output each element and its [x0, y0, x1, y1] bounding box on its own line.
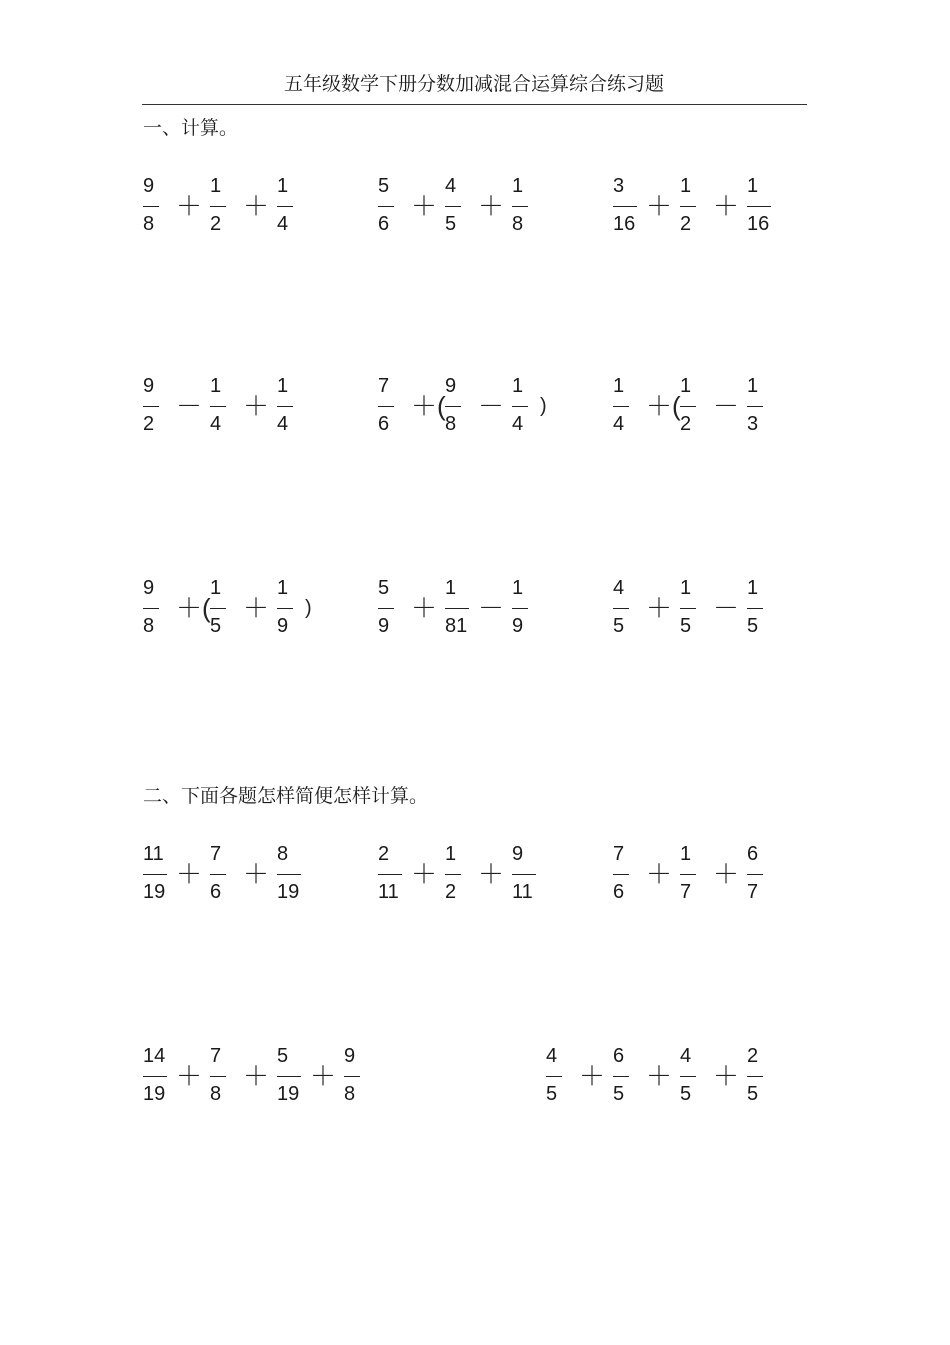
- numerator: 1: [613, 375, 625, 397]
- fraction-bar: [613, 874, 629, 875]
- numerator: 7: [210, 1045, 222, 1067]
- numerator: 1: [680, 843, 692, 865]
- plus-sign: ＋: [411, 191, 438, 221]
- fraction: [747, 838, 787, 918]
- fraction: [747, 370, 787, 450]
- denominator: 4: [277, 213, 289, 235]
- fraction: [747, 572, 787, 652]
- minus-sign: －: [713, 593, 740, 623]
- denominator: 9: [277, 615, 289, 637]
- plus-open-paren: ＋(: [411, 391, 446, 421]
- plus-sign: ＋: [579, 1061, 606, 1091]
- fraction-bar: [613, 608, 629, 609]
- fraction-bar: [143, 206, 159, 207]
- fraction-bar: [445, 206, 461, 207]
- denominator: 19: [143, 1083, 166, 1105]
- numerator: 5: [378, 175, 390, 197]
- fraction-bar: [277, 874, 301, 875]
- plus-sign: ＋: [646, 859, 673, 889]
- plus-sign: ＋: [713, 191, 740, 221]
- denominator: 2: [445, 881, 457, 903]
- numerator: 1: [445, 577, 457, 599]
- denominator: 2: [680, 413, 692, 435]
- denominator: 9: [378, 615, 390, 637]
- fraction-bar: [747, 206, 771, 207]
- fraction-bar: [143, 874, 167, 875]
- minus-sign: －: [176, 391, 203, 421]
- numerator: 3: [613, 175, 625, 197]
- denominator: 5: [613, 1083, 625, 1105]
- fraction-bar: [378, 206, 394, 207]
- denominator: 8: [143, 615, 155, 637]
- numerator: 5: [277, 1045, 289, 1067]
- plus-sign: ＋: [243, 391, 270, 421]
- numerator: 9: [143, 175, 155, 197]
- denominator: 6: [378, 213, 390, 235]
- numerator: 4: [546, 1045, 558, 1067]
- denominator: 8: [344, 1083, 356, 1105]
- fraction: [747, 170, 787, 250]
- fraction-bar: [680, 206, 696, 207]
- fraction-bar: [680, 874, 696, 875]
- fraction-bar: [747, 1076, 763, 1077]
- fraction: [277, 370, 317, 450]
- fraction-bar: [680, 406, 696, 407]
- denominator: 81: [445, 615, 468, 637]
- denominator: 11: [512, 881, 533, 903]
- plus-sign: ＋: [176, 859, 203, 889]
- denominator: 16: [613, 213, 636, 235]
- section-heading-2: 二、下面各题怎样简便怎样计算。: [143, 785, 429, 807]
- page-title: 五年级数学下册分数加减混合运算综合练习题: [283, 73, 664, 95]
- fraction-bar: [747, 874, 763, 875]
- denominator: 3: [747, 413, 759, 435]
- denominator: 8: [210, 1083, 222, 1105]
- denominator: 2: [143, 413, 155, 435]
- numerator: 9: [143, 577, 155, 599]
- plus-sign: ＋: [411, 859, 438, 889]
- plus-sign: ＋: [243, 191, 270, 221]
- numerator: 9: [445, 375, 457, 397]
- numerator: 1: [512, 175, 524, 197]
- numerator: 7: [613, 843, 625, 865]
- fraction-bar: [210, 608, 226, 609]
- fraction-bar: [613, 206, 637, 207]
- fraction-bar: [613, 1076, 629, 1077]
- denominator: 8: [512, 213, 524, 235]
- denominator: 4: [613, 413, 625, 435]
- plus-sign: ＋: [646, 593, 673, 623]
- plus-sign: ＋: [646, 191, 673, 221]
- plus-sign: ＋: [478, 191, 505, 221]
- numerator: 1: [210, 375, 222, 397]
- fraction-bar: [143, 406, 159, 407]
- numerator: 1: [680, 175, 692, 197]
- numerator: 2: [747, 1045, 759, 1067]
- numerator: 4: [680, 1045, 692, 1067]
- denominator: 5: [680, 615, 692, 637]
- numerator: 1: [747, 577, 759, 599]
- numerator: 9: [344, 1045, 356, 1067]
- fraction-bar: [680, 1076, 696, 1077]
- numerator: 1: [277, 175, 289, 197]
- plus-sign: ＋: [243, 593, 270, 623]
- fraction: [277, 170, 317, 250]
- numerator: 9: [143, 375, 155, 397]
- denominator: 5: [747, 615, 759, 637]
- fraction-bar: [143, 1076, 167, 1077]
- fraction-bar: [277, 406, 293, 407]
- denominator: 9: [512, 615, 524, 637]
- plus-sign: ＋: [176, 1061, 203, 1091]
- section-heading-1: 一、计算。: [143, 117, 239, 139]
- plus-sign: ＋: [478, 859, 505, 889]
- fraction-bar: [277, 608, 293, 609]
- fraction-bar: [378, 608, 394, 609]
- plus-open-paren: ＋(: [646, 391, 681, 421]
- numerator: 1: [210, 175, 222, 197]
- minus-sign: －: [713, 391, 740, 421]
- fraction-bar: [546, 1076, 562, 1077]
- denominator: 6: [613, 881, 625, 903]
- denominator: 5: [613, 615, 625, 637]
- fraction-bar: [344, 1076, 360, 1077]
- numerator: 1: [512, 375, 524, 397]
- fraction-bar: [445, 406, 461, 407]
- fraction-bar: [378, 874, 402, 875]
- numerator: 7: [210, 843, 222, 865]
- fraction-bar: [747, 406, 763, 407]
- plus-sign: ＋: [411, 593, 438, 623]
- denominator: 2: [680, 213, 692, 235]
- fraction-bar: [210, 206, 226, 207]
- denominator: 4: [210, 413, 222, 435]
- numerator: 1: [277, 375, 289, 397]
- denominator: 19: [277, 1083, 300, 1105]
- numerator: 14: [143, 1045, 166, 1067]
- numerator: 1: [680, 577, 692, 599]
- fraction-bar: [277, 1076, 301, 1077]
- fraction: [747, 1040, 787, 1120]
- fraction-bar: [680, 608, 696, 609]
- denominator: 5: [546, 1083, 558, 1105]
- numerator: 1: [747, 375, 759, 397]
- fraction-bar: [512, 406, 528, 407]
- denominator: 5: [680, 1083, 692, 1105]
- fraction-bar: [445, 874, 461, 875]
- denominator: 19: [143, 881, 166, 903]
- denominator: 4: [512, 413, 524, 435]
- fraction: [277, 838, 317, 918]
- title-rule: [142, 104, 807, 105]
- fraction-bar: [210, 874, 226, 875]
- denominator: 11: [378, 881, 399, 903]
- numerator: 11: [143, 843, 164, 865]
- fraction: [512, 170, 552, 250]
- numerator: 2: [378, 843, 390, 865]
- numerator: 4: [445, 175, 457, 197]
- plus-sign: ＋: [646, 1061, 673, 1091]
- fraction-bar: [210, 1076, 226, 1077]
- fraction-bar: [378, 406, 394, 407]
- numerator: 6: [747, 843, 759, 865]
- numerator: 1: [210, 577, 222, 599]
- numerator: 1: [445, 843, 457, 865]
- numerator: 7: [378, 375, 390, 397]
- fraction: [344, 1040, 384, 1120]
- denominator: 6: [378, 413, 390, 435]
- fraction-bar: [445, 608, 469, 609]
- plus-sign: ＋: [243, 1061, 270, 1091]
- numerator: 4: [613, 577, 625, 599]
- numerator: 1: [277, 577, 289, 599]
- close-paren: ): [305, 597, 312, 619]
- close-paren: ): [540, 395, 547, 417]
- fraction: [512, 572, 552, 652]
- fraction-bar: [277, 206, 293, 207]
- numerator: 1: [680, 375, 692, 397]
- numerator: 9: [512, 843, 524, 865]
- numerator: 5: [378, 577, 390, 599]
- fraction-bar: [613, 406, 629, 407]
- fraction: [512, 838, 552, 918]
- plus-sign: ＋: [243, 859, 270, 889]
- denominator: 2: [210, 213, 222, 235]
- plus-sign: ＋: [713, 859, 740, 889]
- denominator: 7: [747, 881, 759, 903]
- denominator: 5: [445, 213, 457, 235]
- plus-sign: ＋: [713, 1061, 740, 1091]
- denominator: 5: [210, 615, 222, 637]
- denominator: 8: [445, 413, 457, 435]
- numerator: 6: [613, 1045, 625, 1067]
- fraction-bar: [512, 608, 528, 609]
- denominator: 19: [277, 881, 300, 903]
- minus-sign: －: [478, 593, 505, 623]
- fraction-bar: [512, 206, 528, 207]
- plus-open-paren: ＋(: [176, 593, 211, 623]
- denominator: 8: [143, 213, 155, 235]
- fraction-bar: [747, 608, 763, 609]
- denominator: 7: [680, 881, 692, 903]
- minus-sign: －: [478, 391, 505, 421]
- denominator: 16: [747, 213, 770, 235]
- denominator: 6: [210, 881, 222, 903]
- fraction-bar: [210, 406, 226, 407]
- fraction-bar: [143, 608, 159, 609]
- fraction-bar: [512, 874, 536, 875]
- denominator: 5: [747, 1083, 759, 1105]
- plus-sign: ＋: [310, 1061, 337, 1091]
- plus-sign: ＋: [176, 191, 203, 221]
- numerator: 1: [747, 175, 759, 197]
- numerator: 8: [277, 843, 289, 865]
- denominator: 4: [277, 413, 289, 435]
- numerator: 1: [512, 577, 524, 599]
